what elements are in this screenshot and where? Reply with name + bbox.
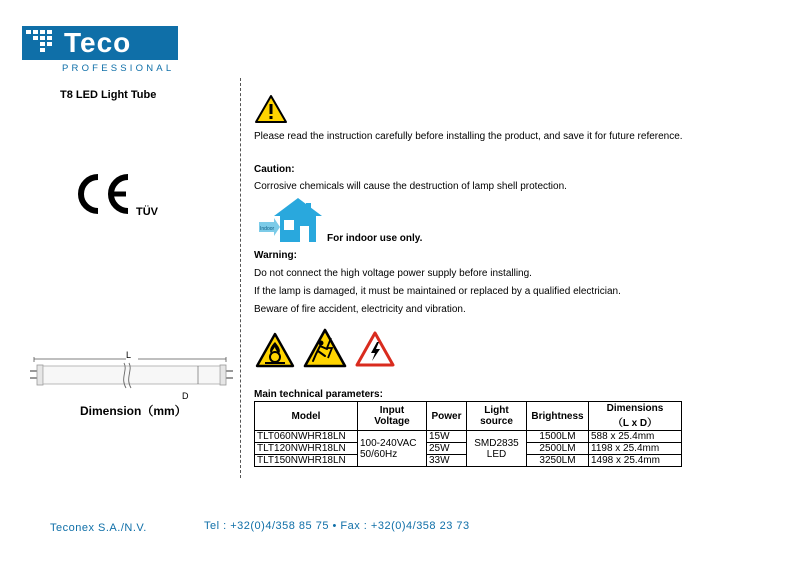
light-source-line-1: SMD2835 [474,437,519,449]
warning-line-3: Beware of fire accident, electricity and vibration. [254,304,466,315]
cell-dimensions: 588 x 25.4mm [589,431,682,443]
warning-line-2: If the lamp is damaged, it must be maintained or replaced by a qualified electrician. [254,286,621,297]
technical-parameters-table [254,401,682,467]
high-voltage-icon [354,330,396,368]
caution-text: Corrosive chemicals will cause the destruction of lamp shell protection. [254,181,567,192]
logo-dots-icon [26,30,56,56]
logo-subtitle: PROFESSIONAL [62,63,175,74]
flammable-warning-icon [255,332,295,368]
tube-dimension-diagram [28,348,240,404]
indoor-use-text: For indoor use only. [327,233,423,244]
cell-brightness: 3250LM [527,455,589,467]
cell-brightness: 2500LM [527,443,589,455]
dimension-label-D: D [182,391,189,401]
ce-certification-icon [68,170,160,220]
electrocution-warning-icon [303,328,347,368]
cell-dimensions: 1498 x 25.4mm [589,455,682,467]
dimension-caption: Dimension（mm） [80,404,187,418]
cell-model: TLT120NWHR18LN [255,443,358,455]
header-dimensions [589,402,682,431]
light-source-line-2: LED [486,448,507,460]
input-voltage-line-2: 50/60Hz [360,448,398,460]
header-light-line-2: source [480,416,513,427]
header-brightness: Brightness [527,402,589,431]
header-power: Power [427,402,467,431]
footer-company: Teconex S.A./N.V. [50,522,147,534]
logo-box [22,26,178,60]
table-row [255,431,682,443]
header-input-voltage [358,402,427,431]
table-header-row [255,402,682,431]
cell-power: 15W [427,431,467,443]
cell-model: TLT150NWHR18LN [255,455,358,467]
intro-text: Please read the instruction carefully before installing the product, and save it for future reference. [254,131,683,142]
footer-contact: Tel : +32(0)4/358 85 75 • Fax : +32(0)4/358 23 73 [204,520,470,532]
column-divider [240,78,241,478]
warning-line-1: Do not connect the high voltage power supply before installing. [254,268,532,279]
header-model: Model [255,402,358,431]
caution-title: Caution: [254,164,295,175]
header-light-source [467,402,527,431]
cell-brightness: 1500LM [527,431,589,443]
header-input-line-2: Voltage [374,416,410,427]
header-light-line-1: Light [484,405,509,416]
tuv-mark: TÜV [136,206,158,218]
dimension-label-L: L [126,350,132,360]
indoor-sign-text: Indoor [260,226,275,232]
indoor-house-icon [258,196,324,244]
cell-light-source [467,431,527,467]
header-dim-line-2: （L x D） [612,418,658,429]
cell-power: 25W [427,443,467,455]
brand-logo [22,26,178,74]
table-title: Main technical parameters: [254,389,383,400]
cell-dimensions: 1198 x 25.4mm [589,443,682,455]
cell-input-voltage [358,431,427,467]
logo-text: Teco [64,27,132,58]
warning-triangle-icon [254,94,288,124]
input-voltage-line-1: 100-240VAC [360,437,417,449]
warning-title: Warning: [254,250,297,261]
product-title: T8 LED Light Tube [60,89,157,101]
header-input-line-1: Input [379,405,405,416]
header-dim-line-1: Dimensions [606,403,664,414]
cell-model: TLT060NWHR18LN [255,431,358,443]
cell-power: 33W [427,455,467,467]
